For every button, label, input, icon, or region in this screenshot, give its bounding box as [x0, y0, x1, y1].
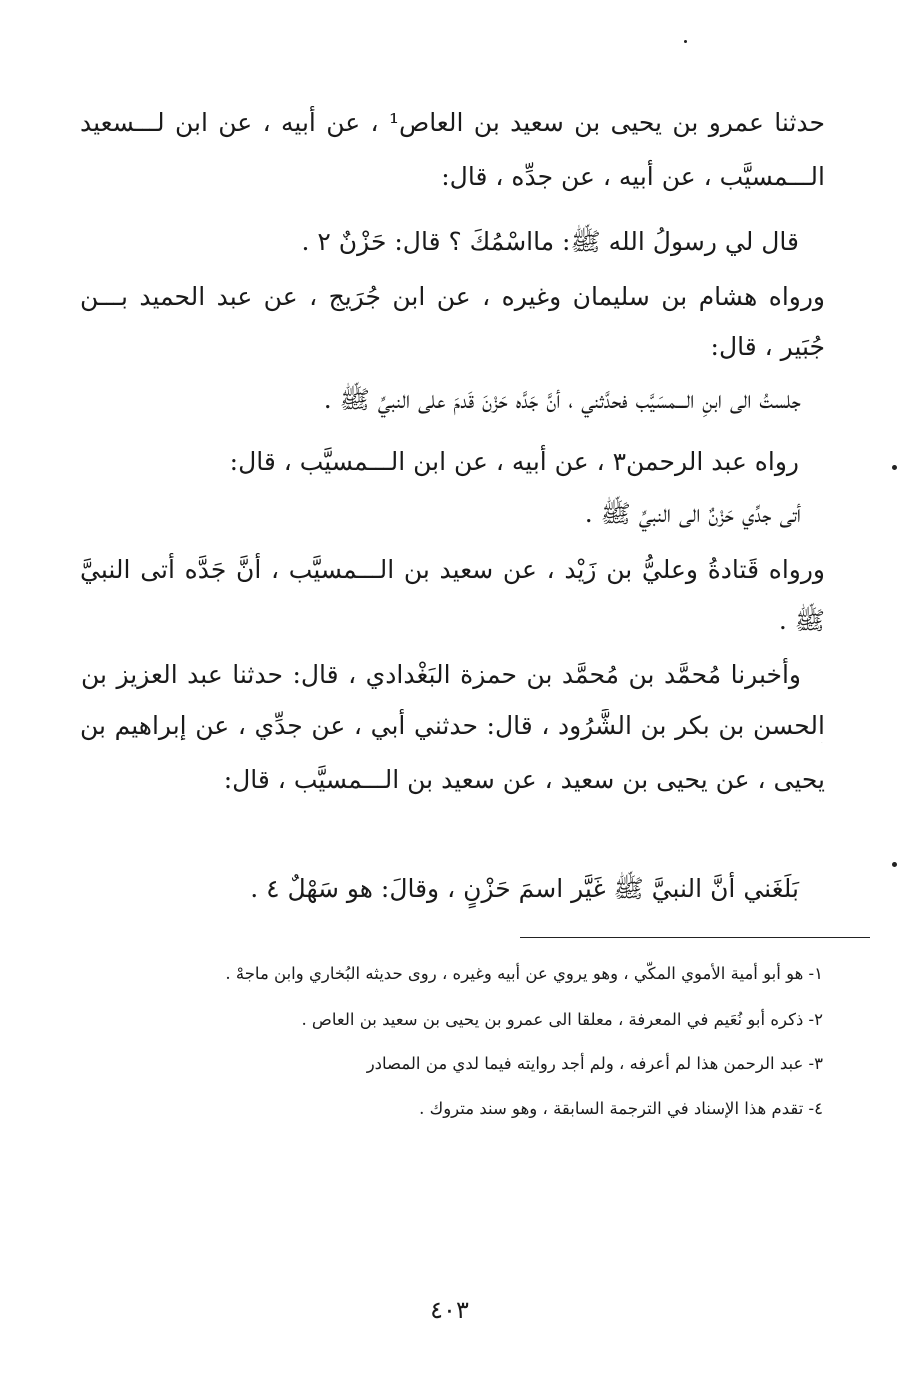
footnote-3: ٣- عبد الرحمن هذا لم أعرفه ، ولم أجد روايته فيما لدي من المصادر — [366, 1054, 823, 1073]
body-line-3: قال لي رسولُ الله ﷺ: مااسْمُكَ ؟ قال: حَزْنٌ ٢ . — [301, 227, 799, 256]
body-line-9: ورواه قَتادةُ وعليُّ بن زَيْد ، عن سعيد بن الـــمسيَّب ، أنَّ جَدَّه أتى النبيَّ — [80, 555, 825, 584]
margin-mark — [892, 862, 897, 867]
body-line-8: أتى جدِّي حَزْنٌ الى النبيِّ ﷺ . — [584, 499, 801, 528]
body-line-2: الـــمسيَّب ، عن أبيه ، عن جدِّه ، قال: — [441, 162, 825, 191]
body-line-11: وأخبرنا مُحمَّد بن مُحمَّد بن حمزة البَغْدادي ، قال: حدثنا عبد العزيز بن — [81, 660, 801, 689]
footnote-2: ٢- ذكره أبو نُعَيم في المعرفة ، معلقا الى عمرو بن يحيى بن سعيد بن العاص . — [301, 1010, 823, 1029]
body-line-4: ورواه هشام بن سليمان وغيره ، عن ابن جُرَيج ، عن عبد الحميد بـــن — [80, 282, 825, 311]
margin-mark — [892, 465, 897, 470]
speck-mark — [684, 40, 687, 43]
body-line-13: يحيى ، عن يحيى بن سعيد ، عن سعيد بن الـــمسيَّب ، قال: — [223, 765, 825, 794]
body-line-5: جُبَير ، قال: — [710, 332, 825, 361]
body-line-14: بَلَغَني أنَّ النبيَّ ﷺ غَيَّر اسمَ حَزْنٍ ، وقالَ: هو سَهْلٌ ٤ . — [250, 874, 799, 903]
page-number: ٤٠٣ — [430, 1296, 469, 1324]
body-line-1: حدثنا عمرو بن يحيى بن سعيد بن العاص¹ ، عن أبيه ، عن ابن لـــسعيد — [80, 108, 825, 137]
body-line-12: الحسن بن بكر بن الشَّرُود ، قال: حدثني أبي ، عن جدِّي ، عن إبراهيم بن — [80, 711, 825, 740]
footnote-separator — [520, 937, 870, 938]
body-line-7: رواه عبد الرحمن٣ ، عن أبيه ، عن ابن الـــمسيَّب ، قال: — [229, 447, 799, 476]
footnote-1: ١- هو أبو أمية الأموي المكّي ، وهو يروي عن أبيه وغيره ، روى حديثه البُخاري وابن ماجهْ . — [225, 964, 823, 983]
body-line-10: ﷺ . — [778, 606, 825, 635]
footnote-4: ٤- تقدم هذا الإسناد في الترجمة السابقة ، وهو سند متروك . — [419, 1099, 823, 1118]
body-line-6: جلستُ الى ابنِ الـــمسَيَّب فحدَّثني ، أنَّ جَدَّه حَزْنَ قَدمَ على النبيِّ ﷺ . — [323, 385, 801, 414]
